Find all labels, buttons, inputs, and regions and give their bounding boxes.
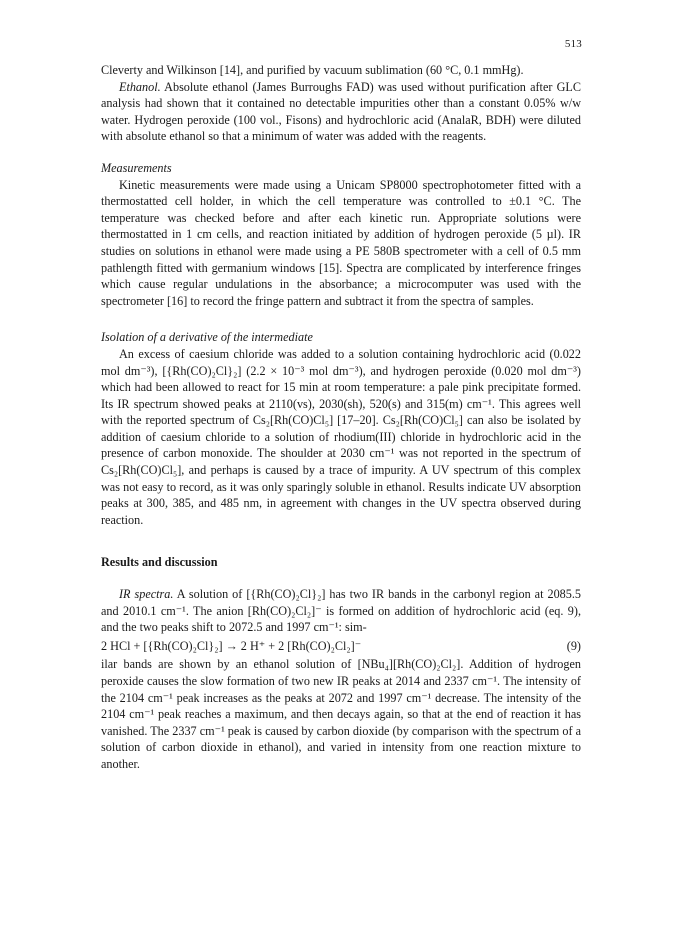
ethanol-paragraph [101, 79, 581, 145]
measurements-paragraph: Kinetic measurements were made using a Unicam SP8000 spectrophotometer fitted with a thermostatted cell holder, in which the cell temperature was controlled to ±0.1 °C. The temperature was checked before and after each kinetic run. Appropriate solutions were thermostatted in 1 cm cells, and reaction initiated by addition of hydrogen peroxide (5 µl). IR studies on solutions in ethanol were made using a PE 580B spectrometer with a cell of 0.5 mm pathlength fitted with germanium windows [15]. Spectra are complicated by interference fringes which cause regular undulations in the absorbance; a microcomputer was used with the spectrometer [16] to record the fringe pattern and subtract it from the spectra of samples. [101, 177, 581, 308]
results-heading: Results and discussion [101, 555, 218, 570]
ir-label: IR spectra. [119, 587, 174, 602]
isolation-paragraph: An excess of caesium chloride was added to a solution containing hydrochloric acid (0.022 mol dm⁻³), [{Rh(CO)₂Cl}₂] (2.2 × 10⁻³ mol dm⁻³), and hydrogen peroxide (0.020 mol dm⁻³) which had been allowed to react for 15 min at room temperature: a pale pink precipitate formed. Its IR spectrum showed peaks at 2110(vs), 2030(sh), 520(s) and 315(m) cm⁻¹. This agrees well with the reported spectrum of Cs₂[Rh(CO)Cl₅] [17–20]. Cs₂[Rh(CO)Cl₅] can also be isolated by addition of caesium chloride to a solution of rhodium(III) chloride in hydrochloric acid in the presence of carbon monoxide. The shoulder at 2030 cm⁻¹ was not reported in the spectrum of Cs₂[Rh(CO)Cl₅], and perhaps is caused by a trace of impurity. A UV spectrum of this complex was not easy to record, as it was only sparingly soluble in ethanol. Results indicate UV absorption peaks at 300, 385, and 485 nm, in agreement with changes in the UV spectra observed during reaction. [101, 346, 581, 527]
ethanol-label: Ethanol. [119, 79, 161, 94]
equation-number: (9) [566, 638, 581, 653]
isolation-heading: Isolation of a derivative of the intermediate [101, 330, 313, 345]
page-number: 513 [564, 38, 582, 50]
text-column [101, 62, 581, 773]
equation-text: 2 HCl + [{Rh(CO)₂Cl}₂] → 2 H⁺ + 2 [Rh(CO)₂Cl₂]⁻ [101, 638, 362, 653]
equation-9 [101, 638, 581, 655]
ir-text: A solution of [{Rh(CO)₂Cl}₂] has two IR bands in the carbonyl region at 2085.5 and 2010.1 cm⁻¹. The anion [Rh(CO)₂Cl₂]⁻ is formed on addition of hydrochloric acid (eq. 9), and the two peaks shift to 2072.5 and 1997 cm⁻¹: sim- [101, 587, 581, 635]
ir-paragraph [101, 586, 581, 636]
ethanol-text: Absolute ethanol (James Burroughs FAD) was used without purification after GLC analysis had shown that it contained no detectable impurities other than a constant 0.05% w/w water. Hydrogen peroxide (100 vol., Fisons) and hydrochloric acid (AnalaR, BDH) were diluted with absolute ethanol so that a minimum of water was added with the reagents. [101, 79, 581, 144]
intro-paragraph: Cleverty and Wilkinson [14], and purified by vacuum sublimation (60 °C, 0.1 mmHg). [101, 63, 524, 77]
results-continuation: ilar bands are shown by an ethanol solution of [NBu₄][Rh(CO)₂Cl₂]. Addition of hydrogen peroxide causes the slow formation of two new IR peaks at 2014 and 2337 cm⁻¹. The intensity of the 2104 cm⁻¹ peak increases as the peaks at 2072 and 1997 cm⁻¹ decrease. The intensity of the 2104 cm⁻¹ peak reaches a maximum, and then decays again, so that at the end of reaction it has vanished. The 2337 cm⁻¹ peak is caused by carbon dioxide (by comparison with the spectrum of a solution of carbon dioxide in ethanol), and varied in intensity from one reaction mixture to another. [101, 657, 581, 771]
measurements-heading: Measurements [101, 160, 172, 175]
